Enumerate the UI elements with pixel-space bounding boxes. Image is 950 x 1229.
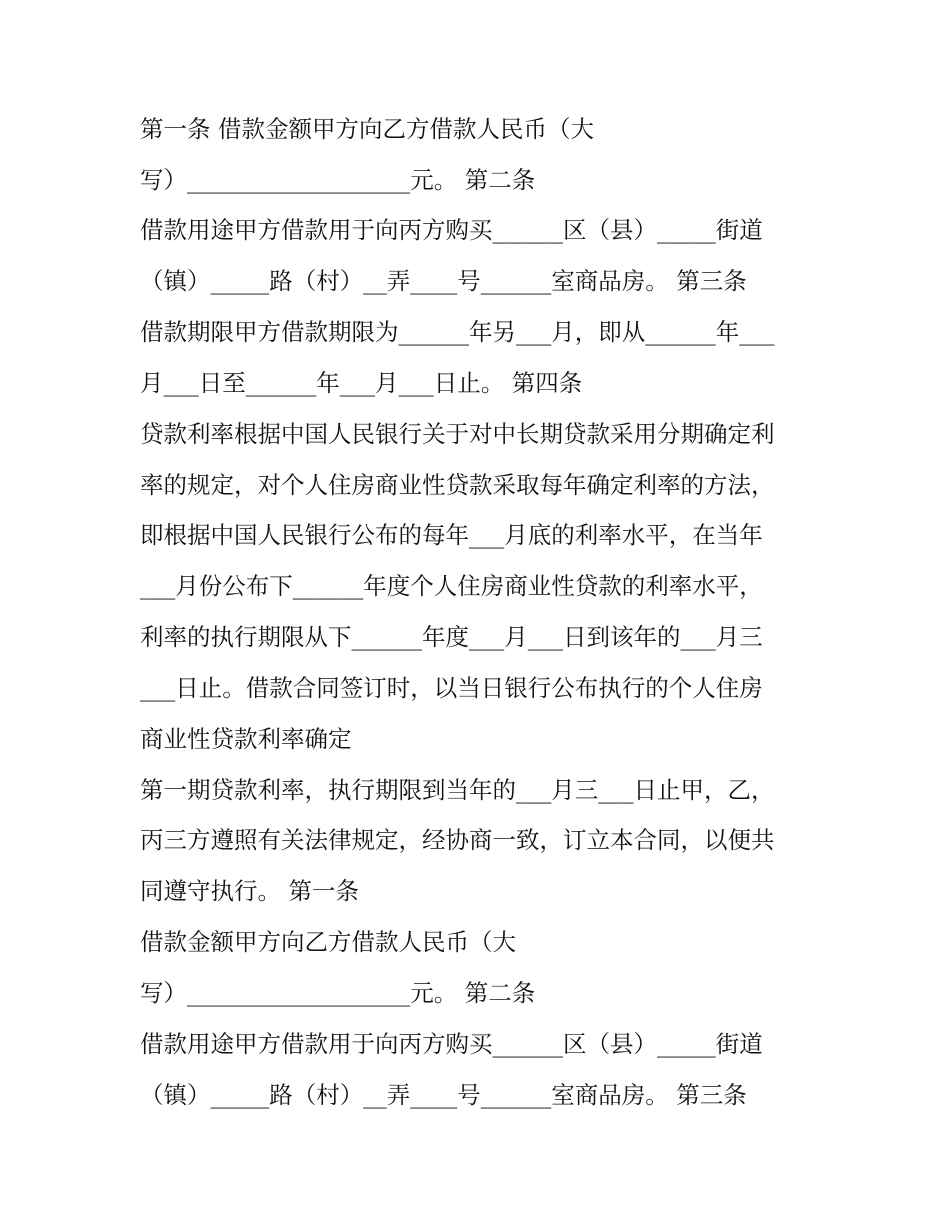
- text-line: 第一期贷款利率，执行期限到当年的___月三___日止甲，乙，: [140, 776, 775, 804]
- text-line: （镇）_____路（村）__弄____号______室商品房。 第三条: [140, 267, 747, 295]
- text-line: 同遵守执行。 第一条: [140, 877, 359, 905]
- text-line: 借款金额甲方向乙方借款人民币（大: [140, 928, 516, 956]
- text-line: 利率的执行期限从下______年度___月___日到该年的___月三: [140, 623, 763, 651]
- text-line: 月___日至______年___月___日止。 第四条: [140, 369, 583, 397]
- text-line: 即根据中国人民银行公布的每年___月底的利率水平，在当年: [140, 521, 763, 549]
- text-line: 写）___________________元。 第二条: [140, 166, 536, 194]
- text-line: 率的规定，对个人住房商业性贷款采取每年确定利率的方法，: [140, 471, 775, 499]
- text-line: （镇）_____路（村）__弄____号______室商品房。 第三条: [140, 1081, 747, 1109]
- text-line: ___月份公布下______年度个人住房商业性贷款的利率水平，: [140, 572, 763, 600]
- text-line: 商业性贷款利率确定: [140, 725, 352, 753]
- text-line: 写）___________________元。 第二条: [140, 979, 536, 1007]
- text-line: 借款期限甲方借款期限为______年另___月，即从______年___: [140, 318, 775, 346]
- text-line: 贷款利率根据中国人民银行关于对中长期贷款采用分期确定利: [140, 420, 775, 448]
- text-line: ___日止。借款合同签订时，以当日银行公布执行的个人住房: [140, 674, 763, 702]
- text-line: 第一条 借款金额甲方向乙方借款人民币（大: [140, 115, 594, 143]
- text-line: 借款用途甲方借款用于向丙方购买______区（县）_____街道: [140, 216, 763, 244]
- text-line: 借款用途甲方借款用于向丙方购买______区（县）_____街道: [140, 1030, 763, 1058]
- text-line: 丙三方遵照有关法律规定，经协商一致，订立本合同，以便共: [140, 826, 775, 854]
